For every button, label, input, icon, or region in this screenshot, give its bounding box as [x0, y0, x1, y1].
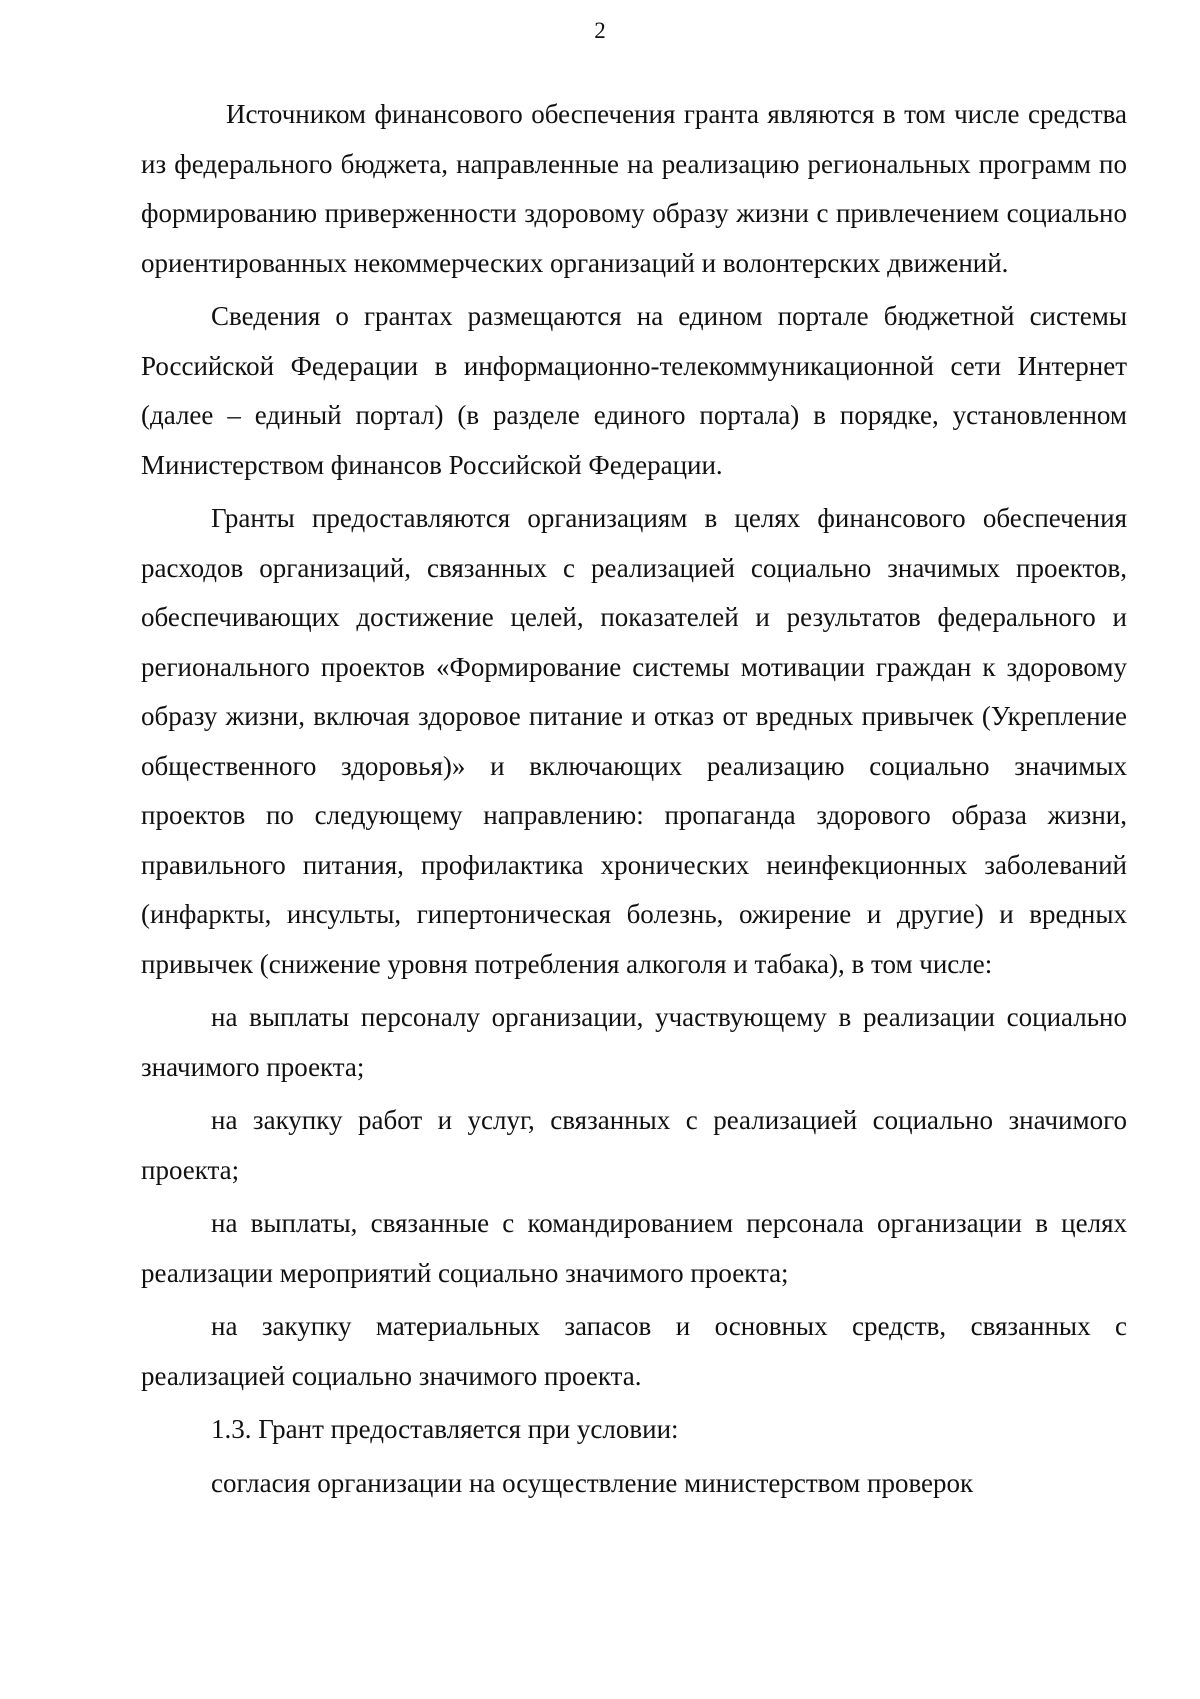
paragraph-funding-source: Источником финансового обеспечения гранта являются в том числе средства из федерального бюджета, направленные на реализацию региональных программ по формированию приверженности здоровому образу жизни с привлечением социально ориентированных некоммерческих организаций и волонтерских движений. [141, 99, 1127, 278]
document-body [141, 90, 1127, 1508]
page-number: 2 [594, 18, 606, 43]
paragraph-business-trips: на выплаты, связанные с командированием персонала организации в целях реализации мероприятий социально значимого проекта; [141, 1208, 1127, 1288]
paragraph-consent-checks: согласия организации на осуществление министерством проверок [211, 1467, 974, 1498]
paragraph-grant-info-portal: Сведения о грантах размещаются на едином портале бюджетной системы Российской Федерации в информационно-телекоммуникационной сети Интернет (далее – единый портал) (в разделе единого портала) в порядке, установленном Министерством финансов Российской Федерации. [141, 301, 1127, 480]
paragraph-staff-payments: на выплаты персоналу организации, участвующему в реализации социально значимого проекта; [141, 1002, 1127, 1082]
paragraph-works-services: на закупку работ и услуг, связанных с реализацией социально значимого проекта; [141, 1105, 1127, 1185]
paragraph-materials-assets: на закупку материальных запасов и основных средств, связанных с реализацией социально значимого проекта. [141, 1311, 1127, 1391]
paragraph-grant-purpose: Гранты предоставляются организациям в целях финансового обеспечения расходов организаций, связанных с реализацией социально значимых проектов, обеспечивающих достижение целей, показателей и результатов федерального и регионального проектов «Формирование системы мотивации граждан к здоровому образу жизни, включая здоровое питание и отказ от вредных привычек (Укрепление общественного здоровья)» и включающих реализацию социально значимых проектов по следующему направлению: пропаганда здорового образа жизни, правильного питания, профилактика хронических неинфекционных заболеваний (инфаркты, инсульты, гипертоническая болезнь, ожирение и другие) и вредных привычек (снижение уровня потребления алкоголя и табака), в том числе: [141, 503, 1127, 979]
paragraph-section-1-3: 1.3. Грант предоставляется при условии: [211, 1414, 679, 1444]
